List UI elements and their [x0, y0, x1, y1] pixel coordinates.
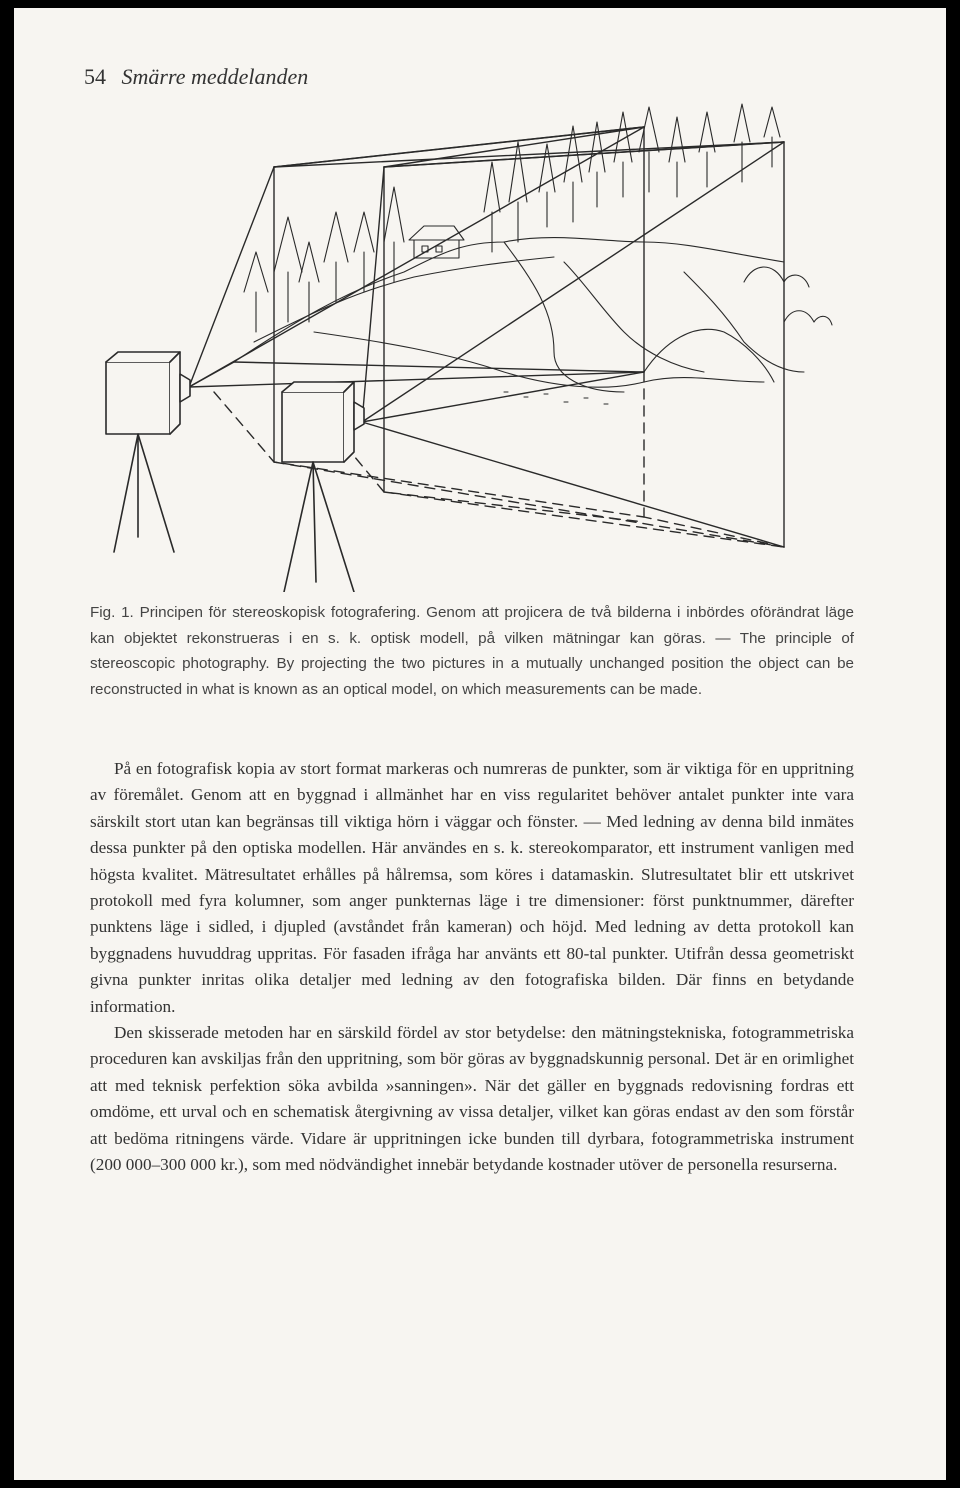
left-projector	[106, 352, 190, 552]
running-title: Smärre meddelanden	[121, 64, 309, 89]
page-number: 54	[84, 64, 106, 89]
projection-frames	[234, 127, 784, 547]
stereoscopic-figure	[84, 92, 864, 592]
right-projector	[282, 382, 364, 592]
lens-rays	[189, 127, 784, 547]
landscape-scene	[234, 104, 832, 404]
body-text	[90, 756, 854, 1179]
book-page	[14, 8, 946, 1480]
page-header	[84, 64, 308, 90]
figure-caption: Fig. 1. Principen för stereoskopisk fotografering. Genom att projicera de två bilderna i inbördes oförändrat läge kan objektet rekonstrueras i en s. k. optisk modell, på vilken mätningar kan göras. — The principle of stereoscopic photography. By projecting the two pictures in a mutually unchanged position the object can be reconstructed in what is known as an optical model, on which measurements can be made.	[90, 604, 854, 698]
stereoscopic-illustration	[84, 92, 864, 592]
paragraph: På en fotografisk kopia av stort format markeras och numreras de punkter, som är viktiga för en uppritning av föremålet. Genom att en byggnad i allmänhet har en viss regularitet behöver antalet punkter inte vara särskilt stort utan kan begränsas till viktiga hörn i väggar och fönster. — Med ledning av denna bild inmätes dessa punkter på den optiska modellen. Här användes en s. k. stereokomparator, ett instrument vanligen med högsta kvalitet. Mätresultatet erhålles på hålremsa, som köres i datamaskin. Slutresultatet blir ett utskrivet protokoll med fyra kolumner, som anger punkternas läge i tre dimensioner: först punktnummer, därefter punktens läge i sidled, i djupled (avståndet från kameran) och höjd. Med ledning av detta protokoll kan byggnadens huvuddrag uppritas. För fasaden ifråga har använts ett 80-tal punkter. Utifrån dessa geometriskt givna punkter inritas olika detaljer med ledning av den fotografiska bilden. Där finns en betydande information.	[90, 759, 854, 1016]
paragraph: Den skisserade metoden har en särskild fördel av stor betydelse: den mätningstekniska, fotogrammetriska proceduren kan avskiljas från den uppritning, som bör göras av byggnadskunnig personal. Det är en orimlighet att med teknisk perfektion söka avbilda »sanningen». När det gäller en byggnads redovisning fordras ett omdöme, ett urval och en schematisk återgivning av vissa detaljer, vilket kan göras endast av den som förstår att bedöma ritningens värde. Vidare är uppritningen icke bunden till dyrbara, fotogrammetriska instrument (200 000–300 000 kr.), som med nödvändighet innebär betydande kostnader utöver de personella resurserna.	[90, 1023, 854, 1175]
